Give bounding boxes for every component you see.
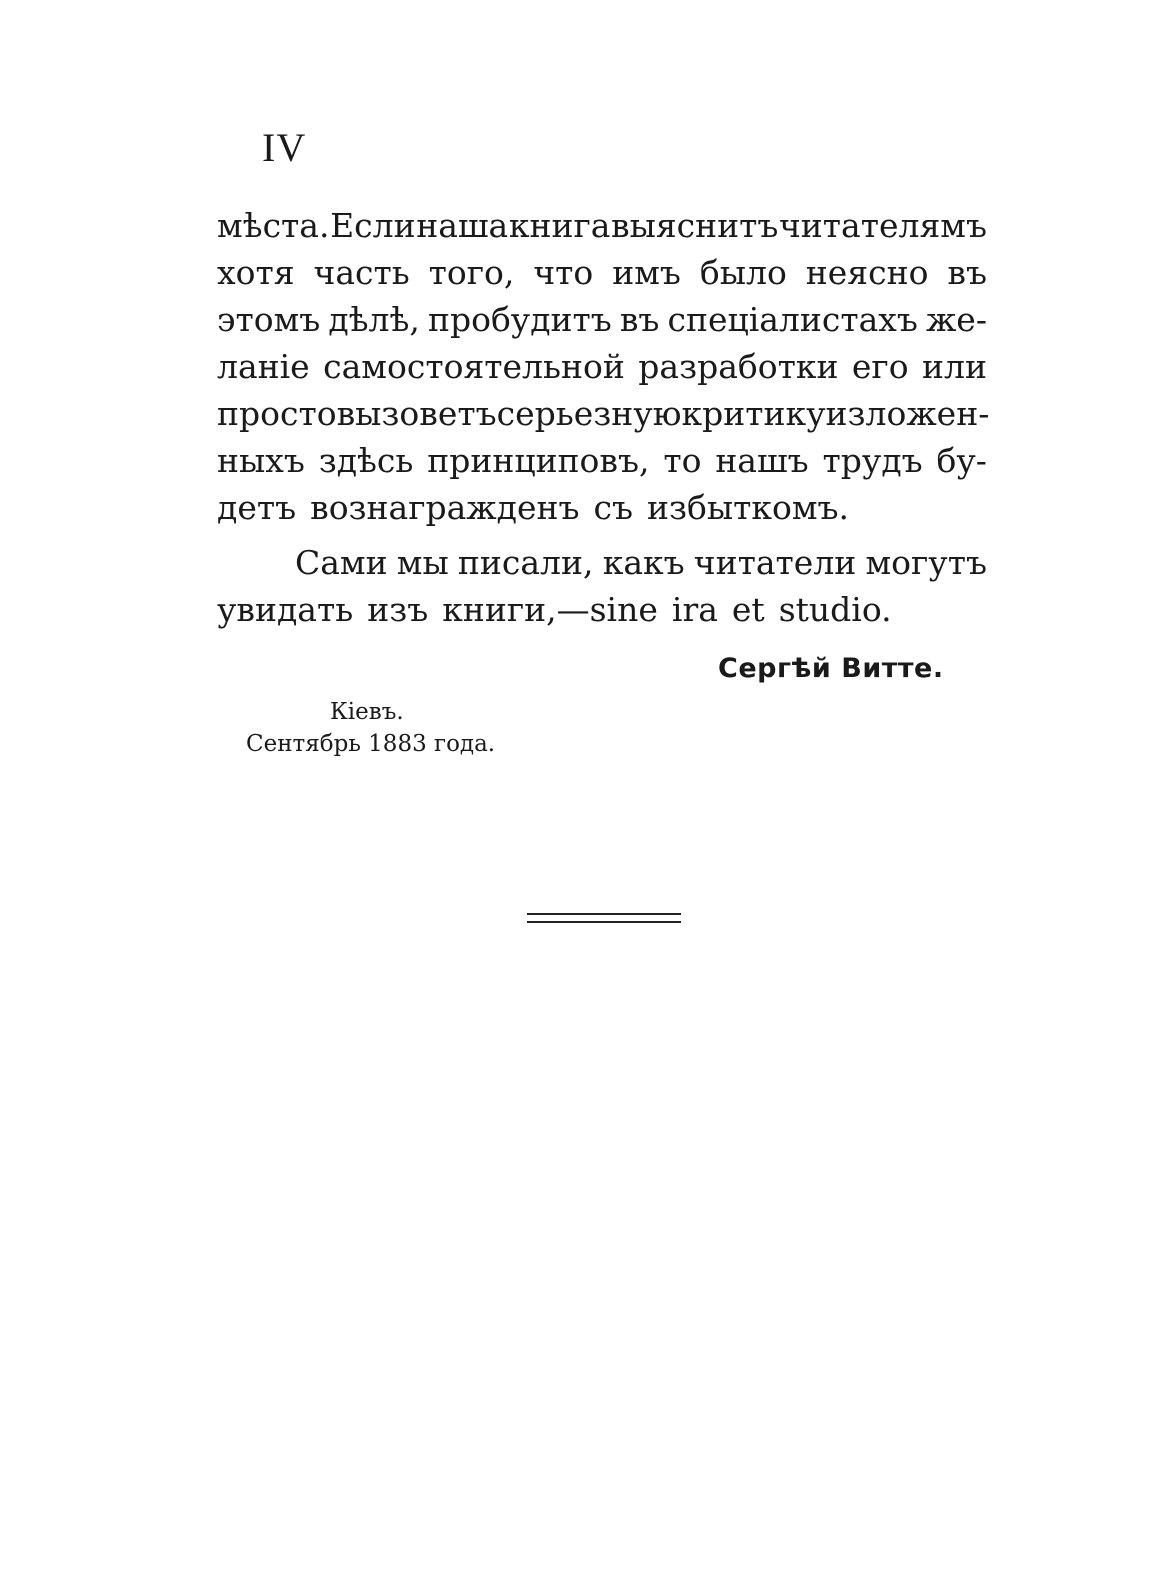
text-line (217, 296, 987, 343)
word: выяснитъ (611, 206, 779, 245)
word: читатели (693, 543, 857, 582)
word: книга (508, 206, 611, 245)
word: ланіе (217, 347, 310, 386)
word: бу- (936, 441, 987, 480)
text-line (217, 202, 987, 249)
word: увидать (217, 590, 354, 629)
date-line: Сентябрь 1883 года. (246, 731, 496, 757)
word: пробудитъ (427, 300, 612, 339)
word: избыткомъ. (647, 488, 850, 527)
word: нашъ (715, 441, 809, 480)
text-line (217, 586, 987, 633)
word: или (922, 347, 987, 386)
paragraph-2 (217, 539, 987, 633)
text-line (217, 437, 987, 484)
word: мѣста. (217, 206, 330, 245)
word: детъ (217, 488, 297, 527)
word: трудъ (822, 441, 923, 480)
word: studio. (778, 590, 892, 629)
word: было (699, 253, 787, 292)
word: то (663, 441, 702, 480)
word: разработки (638, 347, 839, 386)
page-number: IV (262, 125, 307, 170)
word: et (731, 590, 765, 629)
body-text (217, 202, 990, 633)
word: часть (313, 253, 410, 292)
word: могутъ (865, 543, 987, 582)
word: читателямъ (778, 206, 987, 245)
text-line (217, 539, 987, 586)
paragraph-1 (217, 202, 990, 531)
word: изложен- (825, 394, 990, 433)
word: дѣлѣ, (328, 300, 420, 339)
word: серьезную (496, 394, 682, 433)
word: же- (925, 300, 987, 339)
word: изъ (367, 590, 429, 629)
word: спеціалистахъ (667, 300, 918, 339)
text-line (217, 390, 990, 437)
word: вознагражденъ (310, 488, 580, 527)
word: вызоветъ (336, 394, 497, 433)
text-line (217, 249, 987, 296)
word: ira (671, 590, 718, 629)
word: писали, (457, 543, 594, 582)
word: Если (330, 206, 416, 245)
place-line: Кіевъ. (330, 699, 404, 725)
word: здѣсь (318, 441, 414, 480)
author-signature: Сергѣй Витте. (718, 653, 944, 684)
word: имъ (612, 253, 681, 292)
end-double-rule (527, 913, 681, 923)
word: принциповъ, (427, 441, 650, 480)
word: критику (681, 394, 826, 433)
text-line (217, 343, 987, 390)
word: хотя (217, 253, 295, 292)
word: того, (428, 253, 515, 292)
word: просто (217, 394, 337, 433)
word: мы (396, 543, 449, 582)
word: что (533, 253, 594, 292)
word: самостоятельной (323, 347, 625, 386)
word: Сами (295, 543, 388, 582)
text-line (217, 484, 987, 531)
word: въ (947, 253, 987, 292)
place-and-date (246, 696, 495, 760)
word: книги,—sine (442, 590, 658, 629)
word: его (851, 347, 909, 386)
word: въ (619, 300, 660, 339)
word: наша (416, 206, 509, 245)
word: неясно (805, 253, 929, 292)
word: этомъ (217, 300, 321, 339)
word: какъ (602, 543, 685, 582)
word: съ (593, 488, 633, 527)
word: ныхъ (217, 441, 305, 480)
